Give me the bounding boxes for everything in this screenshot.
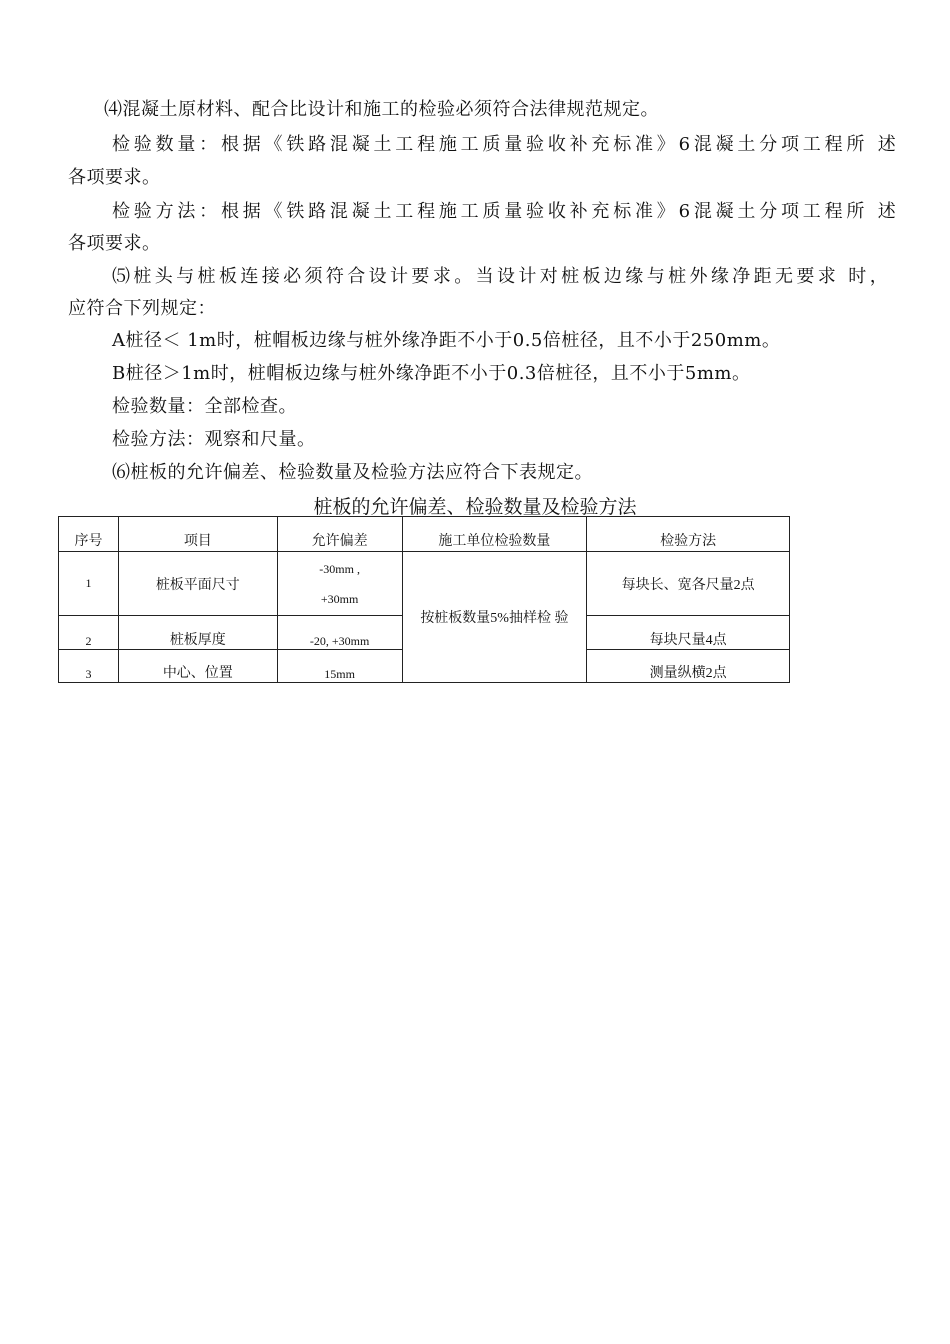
- cell-method: 测量纵横2点: [587, 650, 790, 683]
- cell-no: 3: [59, 650, 119, 683]
- paragraph-5-cont: 应符合下列规定：: [68, 298, 216, 319]
- tolerance-upper: +30mm: [320, 591, 359, 606]
- cell-item: 桩板厚度: [118, 616, 277, 650]
- cell-no: 1: [59, 552, 119, 616]
- paragraph-4-quantity-cont: 各项要求。: [68, 167, 161, 188]
- cell-item: 中心、位置: [118, 650, 277, 683]
- tolerance-lower: -30mm ,: [319, 561, 360, 576]
- header-method: 检验方法: [587, 517, 790, 552]
- paragraph-5-rule-a: A桩径＜ 1m时，桩帽板边缘与桩外缘净距不小于0.5倍桩径，且不小于250mm。: [112, 330, 781, 351]
- paragraph-4-method-cont: 各项要求。: [68, 233, 161, 254]
- header-no: 序号: [59, 517, 119, 552]
- paragraph-5-quantity: 检验数量：全部检查。: [112, 396, 297, 417]
- paragraph-5: ⑸桩头与桩板连接必须符合设计要求。当设计对桩板边缘与桩外缘净距无要求 时，: [112, 266, 888, 287]
- header-item: 项目: [118, 517, 277, 552]
- table-row: [59, 552, 790, 616]
- paragraph-4-quantity: 检验数量：根据《铁路混凝土工程施工质量验收补充标准》6混凝土分项工程所 述: [112, 134, 896, 155]
- cell-quantity-merged: 按桩板数量5%抽样检 验: [402, 552, 587, 683]
- cell-no: 2: [59, 616, 119, 650]
- cell-tolerance: -20, +30mm: [277, 616, 402, 650]
- cell-item: 桩板平面尺寸: [118, 552, 277, 616]
- cell-method: 每块长、宽各尺量2点: [587, 552, 790, 616]
- header-tolerance: 允许偏差: [277, 517, 402, 552]
- paragraph-5-rule-b: B桩径＞1m时，桩帽板边缘与桩外缘净距不小于0.3倍桩径，且不小于5mm。: [112, 363, 751, 384]
- cell-tolerance: 15mm: [277, 650, 402, 683]
- header-quantity: 施工单位检验数量: [402, 517, 587, 552]
- paragraph-6: ⑹桩板的允许偏差、检验数量及检验方法应符合下表规定。: [112, 462, 593, 483]
- table-header-row: [59, 517, 790, 552]
- cell-tolerance: [277, 552, 402, 616]
- paragraph-5-method: 检验方法：观察和尺量。: [112, 429, 316, 450]
- paragraph-4: ⑷混凝土原材料、配合比设计和施工的检验必须符合法律规范规定。: [104, 99, 659, 120]
- table-caption: 桩板的允许偏差、检验数量及检验方法: [313, 496, 637, 518]
- cell-method: 每块尺量4点: [587, 616, 790, 650]
- tolerance-table: [58, 516, 790, 683]
- paragraph-4-method: 检验方法：根据《铁路混凝土工程施工质量验收补充标准》6混凝土分项工程所 述: [112, 201, 896, 222]
